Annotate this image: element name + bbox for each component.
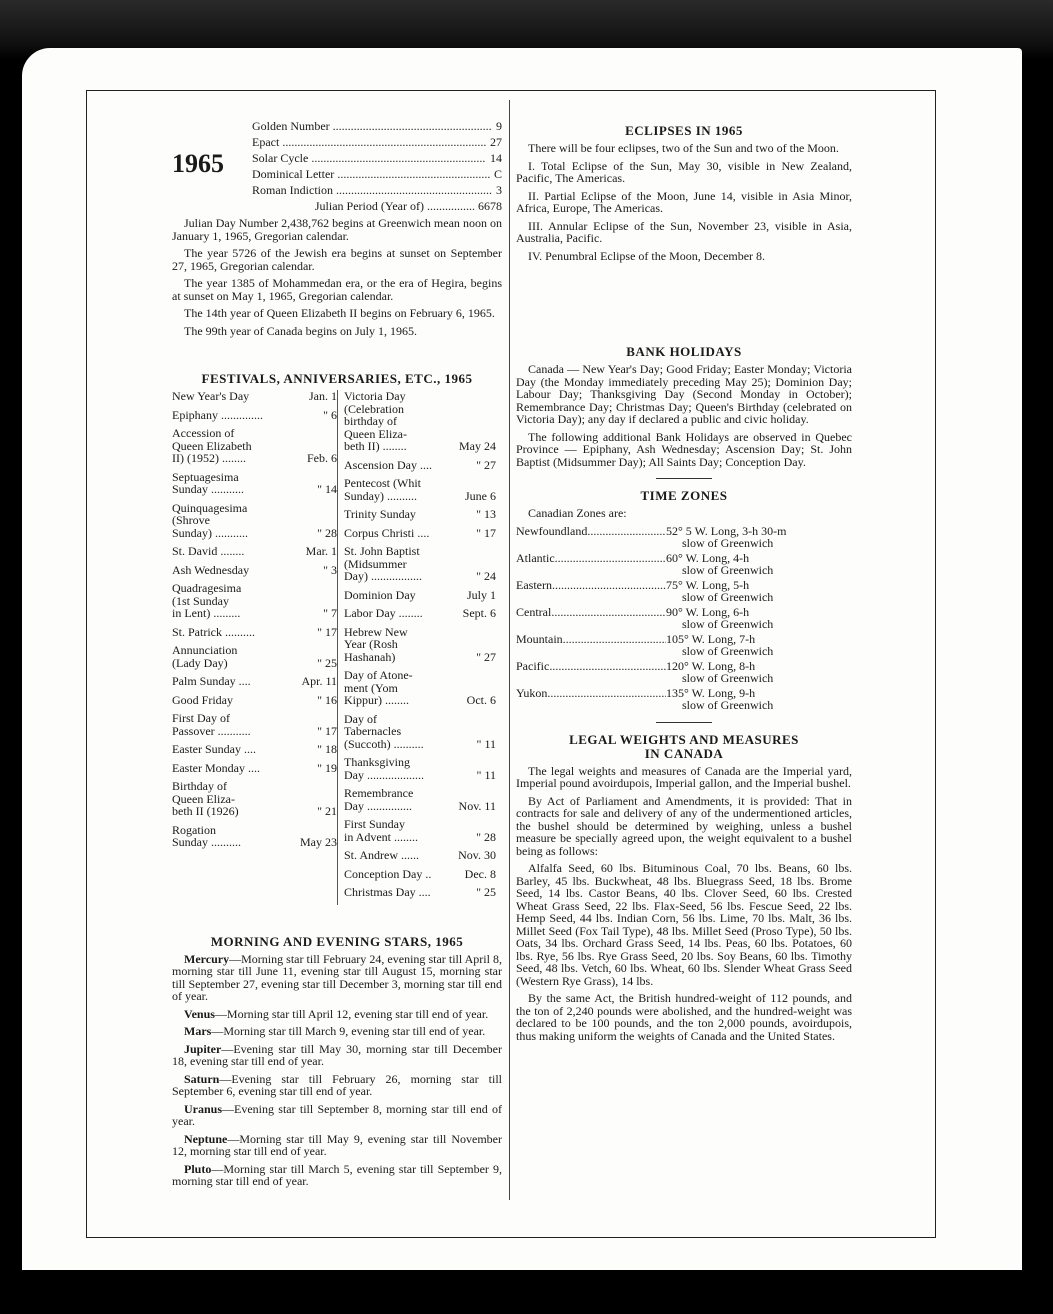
julian-period: Julian Period (Year of) ................ 6678 xyxy=(314,199,502,213)
festival-name: Epiphany .............. xyxy=(172,407,263,422)
zone-longitude: 90° W. Long, 6-h xyxy=(666,604,750,619)
planet-name: Saturn xyxy=(184,1071,220,1086)
festival-date: " 6 xyxy=(323,407,337,422)
zone-name: Mountain ..... xyxy=(516,633,666,646)
festival-date: " 28 xyxy=(476,829,496,844)
festival-item xyxy=(172,644,337,669)
festival-date: Sept. 6 xyxy=(462,606,496,620)
calendar-rows xyxy=(252,120,502,216)
festival-name: Quinquagesima (Shrove Sunday) ........... xyxy=(172,500,248,540)
bank-holidays-paragraph: Canada — New Year's Day; Good Friday; Easter Monday; Victoria Day (the Monday immediately preceding May 25); Dominion Day; Labour Day; Thanksgiving Day (Second Monday in October); Remembrance Day; Christmas Day; Queen's Birthday (celebrated on Victoria Day); any day if declared a public and civic holiday. xyxy=(516,362,852,426)
festivals-table xyxy=(172,390,502,905)
planet-name: Pluto xyxy=(184,1161,212,1176)
festival-item xyxy=(172,409,337,422)
festival-name: Accession of Queen Elizabeth II) (1952) ........ xyxy=(172,426,252,465)
festival-date: May 23 xyxy=(300,835,337,849)
calendar-block xyxy=(172,120,502,217)
year-heading: 1965 xyxy=(172,149,224,178)
festival-name: Day of Tabernacles (Succoth) .......... xyxy=(344,711,424,751)
festival-date: " 11 xyxy=(476,767,496,782)
festival-name: Ascension Day .... xyxy=(344,457,432,472)
festival-name: Thanksgiving Day ................... xyxy=(344,755,424,782)
festival-name: Septuagesima Sunday ........... xyxy=(172,469,244,496)
star-entry xyxy=(172,1133,502,1158)
festival-date: Dec. 8 xyxy=(464,866,496,881)
festival-name: Easter Sunday .... xyxy=(172,742,256,756)
festival-date: May 24 xyxy=(459,439,496,453)
star-entry xyxy=(172,1163,502,1188)
zone-longitude: 52° 5 W. Long, 3-h 30-m xyxy=(666,523,787,538)
festival-date: Nov. 11 xyxy=(458,798,496,813)
festival-name: Day of Atone- ment (Yom Kippur) ........ xyxy=(344,668,413,707)
festival-item xyxy=(172,582,337,620)
festival-item xyxy=(344,390,496,453)
festival-date: Mar. 1 xyxy=(305,544,337,558)
zone-offset: slow of Greenwich xyxy=(682,617,774,631)
zone-longitude: 120° W. Long, 8-h xyxy=(666,658,756,673)
festival-item xyxy=(172,502,337,540)
zone-offset: slow of Greenwich xyxy=(682,698,774,712)
festival-name: Conception Day .. xyxy=(344,866,432,881)
eclipses-title: ECLIPSES IN 1965 xyxy=(625,123,743,138)
eclipse-paragraph: There will be four eclipses, two of the Sun and two of the Moon. xyxy=(528,141,839,155)
calendar-row: Epact ..... 27 xyxy=(252,136,502,152)
festival-name: Dominion Day xyxy=(344,587,416,602)
calendar-paragraph: The 14th year of Queen Elizabeth II begins on February 6, 1965. xyxy=(184,306,495,320)
festival-item xyxy=(172,545,337,558)
festival-name: Easter Monday .... xyxy=(172,760,260,775)
festival-name: Birthday of Queen Eliza- beth II (1926) xyxy=(172,779,239,818)
planet-name: Mars xyxy=(184,1024,212,1038)
eclipse-paragraph: I. Total Eclipse of the Sun, May 30, visible in New Zealand, Pacific, The Americas. xyxy=(516,158,852,185)
star-entry xyxy=(172,1008,502,1021)
stars-list xyxy=(172,953,502,1188)
festivals-title: FESTIVALS, ANNIVERSARIES, ETC., 1965 xyxy=(201,371,473,386)
zone-longitude: 75° W. Long, 5-h xyxy=(666,577,750,592)
calendar-row: Golden Number ..... 9 xyxy=(252,120,502,136)
weights-paragraph: By Act of Parliament and Amendments, it is provided: That in contracts for sale and delivery of any of the undermentioned articles, the bushel should be determined by weighing, unless a bushel measure be specially agreed upon, the weight equivalent to a bushel being as follows: xyxy=(516,793,852,858)
festival-item xyxy=(172,712,337,737)
festival-item xyxy=(172,471,337,496)
festival-date: June 6 xyxy=(465,488,496,503)
festival-date: " 21 xyxy=(317,804,337,818)
festival-item xyxy=(172,824,337,849)
festival-item xyxy=(344,756,496,781)
festival-name: St. Andrew ...... xyxy=(344,848,419,862)
weights-paragraph: The legal weights and measures of Canada are the Imperial yard, Imperial pound avoirdupois, Imperial gallon, and the Imperial bushel. xyxy=(516,763,852,790)
festival-date: " 14 xyxy=(317,482,337,496)
zone-offset: slow of Greenwich xyxy=(682,644,774,658)
column-divider xyxy=(509,100,510,1200)
festival-item xyxy=(172,626,337,639)
time-zones-title: TIME ZONES xyxy=(640,488,728,503)
calendar-row: Dominical Letter ..... C xyxy=(252,168,502,184)
festival-name: Annunciation (Lady Day) xyxy=(172,643,238,670)
zone-offset: slow of Greenwich xyxy=(682,536,774,550)
festival-date: " 25 xyxy=(476,885,496,899)
festival-item xyxy=(344,886,496,899)
festival-name: Christmas Day .... xyxy=(344,885,431,899)
zone-offset: slow of Greenwich xyxy=(682,590,774,604)
festival-name: Quadragesima (1st Sunday in Lent) ......... xyxy=(172,581,242,620)
festival-item xyxy=(172,762,337,775)
festival-date: " 17 xyxy=(476,525,496,540)
festival-date: " 18 xyxy=(317,742,337,756)
planet-text: —Evening star till February 26, morning star till September 6, evening star till end of year. xyxy=(172,1071,502,1098)
time-zones-list xyxy=(516,525,852,712)
star-entry xyxy=(172,1043,502,1068)
festival-name: Good Friday xyxy=(172,692,233,707)
calendar-row: Solar Cycle ..... 14 xyxy=(252,152,502,168)
festival-date: Jan. 1 xyxy=(309,389,337,403)
zone-name: Newfoundland ..... xyxy=(516,525,666,538)
bank-holidays-title: BANK HOLIDAYS xyxy=(626,344,742,359)
festival-item xyxy=(344,626,496,664)
planet-name: Venus xyxy=(184,1006,215,1021)
festival-item xyxy=(344,508,496,521)
festival-name: St. John Baptist (Midsummer Day) ................. xyxy=(344,544,422,583)
zone-name: Eastern ..... xyxy=(516,579,666,592)
stars-title: MORNING AND EVENING STARS, 1965 xyxy=(210,933,464,949)
festival-name: Remembrance Day ............... xyxy=(344,786,414,813)
left-column xyxy=(172,120,502,1193)
festival-date: " 28 xyxy=(317,525,337,540)
planet-name: Uranus xyxy=(184,1101,223,1116)
section-separator xyxy=(656,478,712,479)
festival-date: " 13 xyxy=(476,507,496,521)
festival-item xyxy=(344,713,496,751)
festival-item xyxy=(172,427,337,465)
planet-text: —Morning star till March 5, evening star till September 9, morning star till end of year. xyxy=(172,1161,502,1188)
eclipse-paragraph: IV. Penumbral Eclipse of the Moon, December 8. xyxy=(528,248,766,263)
festival-name: St. Patrick .......... xyxy=(172,624,255,639)
festival-date: " 19 xyxy=(317,760,337,775)
section-separator xyxy=(656,722,712,723)
scan-dark-border-bottom xyxy=(0,1270,1053,1314)
festival-date: " 25 xyxy=(317,655,337,670)
festival-date: " 27 xyxy=(476,649,496,664)
festival-date: " 11 xyxy=(476,736,496,751)
bank-holidays-paragraph: The following additional Bank Holidays are observed in Quebec Province — Epiphany, Ash Wednesday; Ascension Day; St. John Baptist (Midsummer Day); All Saints Day; Conception Day. xyxy=(516,429,852,469)
festival-date: " 17 xyxy=(317,624,337,639)
festival-date: Nov. 30 xyxy=(458,848,496,862)
weights-paragraph: By the same Act, the British hundred-weight of 112 pounds, and the ton of 2,240 pounds were abolished, and the hundred-weight was declared to be 100 pounds, and the ton 2,000 pounds, avoirdupois, thus making uniform the weights of Canada and the United States. xyxy=(516,991,852,1043)
zone-name: Pacific ..... xyxy=(516,660,666,673)
festival-item xyxy=(172,743,337,756)
festival-name: Victoria Day (Celebration birthday of Queen Eliza- beth II) ........ xyxy=(344,389,407,453)
festival-item xyxy=(344,818,496,843)
festival-date: July 1 xyxy=(466,587,496,602)
zone-longitude: 105° W. Long, 7-h xyxy=(666,631,756,646)
festival-date: Apr. 11 xyxy=(301,674,337,688)
zone-offset: slow of Greenwich xyxy=(682,671,774,685)
festival-item xyxy=(172,675,337,688)
calendar-paragraph: The 99th year of Canada begins on July 1, 1965. xyxy=(184,323,417,338)
star-entry xyxy=(172,1073,502,1098)
planet-text: —Morning star till April 12, evening star till end of year. xyxy=(214,1006,489,1021)
festival-name: First Sunday in Advent ........ xyxy=(344,817,418,844)
festival-item xyxy=(344,545,496,583)
festival-date: " 3 xyxy=(323,562,337,577)
festival-name: St. David ........ xyxy=(172,544,245,558)
festival-name: Rogation Sunday .......... xyxy=(172,822,241,849)
festival-name: New Year's Day xyxy=(172,389,250,403)
festival-item xyxy=(344,849,496,862)
festival-item xyxy=(172,390,337,403)
festival-name: Corpus Christi .... xyxy=(344,525,430,540)
festival-name: Palm Sunday .... xyxy=(172,674,251,688)
star-entry xyxy=(172,1103,502,1128)
planet-text: —Evening star till September 8, morning star till end of year. xyxy=(172,1101,502,1128)
festival-name: First Day of Passover ........... xyxy=(172,711,251,738)
eclipse-paragraph: III. Annular Eclipse of the Sun, November 23, visible in Asia, Australia, Pacific. xyxy=(516,218,852,245)
festival-item xyxy=(344,787,496,812)
festival-date: Feb. 6 xyxy=(307,451,337,465)
planet-text: —Morning star till February 24, evening star till April 8, morning star till June 11, evening star till August 15, morning star till September 27, evening star till December 3, morning star till end of year. xyxy=(172,951,502,1003)
festival-item xyxy=(344,669,496,707)
festival-item xyxy=(344,527,496,540)
zone-name: Yukon ..... xyxy=(516,687,666,700)
zone-longitude: 60° W. Long, 4-h xyxy=(666,550,750,565)
planet-name: Mercury xyxy=(184,951,230,966)
time-zones-intro: Canadian Zones are: xyxy=(528,506,627,520)
planet-name: Neptune xyxy=(184,1131,228,1146)
calendar-paragraph: The year 1385 of Mohammedan era, or the era of Hegira, begins at sunset on May 1, 1965, Gregorian calendar. xyxy=(172,276,502,303)
festival-date: " 24 xyxy=(476,569,496,583)
festival-date: " 27 xyxy=(476,457,496,472)
festival-item xyxy=(344,868,496,881)
planet-name: Jupiter xyxy=(184,1041,222,1056)
festival-item xyxy=(344,607,496,620)
festival-date: " 7 xyxy=(323,606,337,620)
festival-name: Pentecost (Whit Sunday) .......... xyxy=(344,476,421,503)
festival-item xyxy=(172,780,337,818)
festival-date: Oct. 6 xyxy=(466,693,496,707)
festival-item xyxy=(172,564,337,577)
planet-text: —Morning star till March 9, evening star till end of year. xyxy=(211,1024,486,1038)
zone-offset: slow of Greenwich xyxy=(682,563,774,577)
planet-text: —Morning star till May 9, evening star till November 12, morning star till end of year. xyxy=(172,1131,502,1158)
festival-item xyxy=(172,694,337,707)
calendar-paragraph: The year 5726 of the Jewish era begins at sunset on September 27, 1965, Gregorian calendar. xyxy=(172,246,502,273)
zone-name: Atlantic ..... xyxy=(516,552,666,565)
planet-text: —Evening star till May 30, morning star till December 18, evening star till end of year. xyxy=(172,1041,502,1068)
calendar-paragraph: Julian Day Number 2,438,762 begins at Greenwich mean noon on January 1, 1965, Gregorian calendar. xyxy=(172,216,502,243)
zone-name: Central ..... xyxy=(516,606,666,619)
weights-title: LEGAL WEIGHTS AND MEASURES IN CANADA xyxy=(569,731,799,761)
festival-item xyxy=(344,477,496,502)
festival-item xyxy=(344,459,496,472)
festival-name: Hebrew New Year (Rosh Hashanah) xyxy=(344,624,408,664)
festival-date: " 17 xyxy=(317,723,337,738)
right-column xyxy=(516,124,852,1047)
festival-name: Labor Day ........ xyxy=(344,606,423,620)
eclipse-paragraph: II. Partial Eclipse of the Moon, June 14, visible in Asia Minor, Africa, Europe, The Americas. xyxy=(516,188,852,215)
festival-name: Trinity Sunday xyxy=(344,507,416,521)
weights-paragraph: Alfalfa Seed, 60 lbs. Bituminous Coal, 70 lbs. Beans, 60 lbs. Barley, 45 lbs. Buckwheat, 48 lbs. Bluegrass Seed, 18 lbs. Brome Seed, 14 lbs. Castor Beans, 40 lbs. Clover Seed, 60 lbs. Crested Wheat Grass Seed, 22 lbs. Flax-Seed, 56 lbs. Fescue Seed, 22 lbs. Hemp Seed, 44 lbs. Indian Corn, 56 lbs. Lime, 70 lbs. Malt, 36 lbs. Millet Seed (Fox Tail Type), 48 lbs. Millet Seed (Proso Type), 50 lbs. Oats, 34 lbs. Orchard Grass Seed, 14 lbs. Peas, 60 lbs. Potatoes, 60 lbs. Rye, 56 lbs. Rye Grass Seed, 20 lbs. Soy Beans, 60 lbs. Timothy Seed, 48 lbs. Vetch, 60 lbs. Wheat, 60 lbs. Slender Wheat Grass Seed (Western Rye Grass), 14 lbs. xyxy=(516,861,852,988)
festivals-column-2 xyxy=(337,390,496,905)
star-entry xyxy=(172,953,502,1003)
festival-item xyxy=(344,589,496,602)
star-entry xyxy=(172,1025,502,1038)
festivals-column-1 xyxy=(172,390,337,905)
calendar-row: Roman Indiction ..... 3 xyxy=(252,184,502,200)
festival-date: " 16 xyxy=(317,692,337,707)
zone-longitude: 135° W. Long, 9-h xyxy=(666,685,756,700)
festival-name: Ash Wednesday xyxy=(172,562,250,577)
